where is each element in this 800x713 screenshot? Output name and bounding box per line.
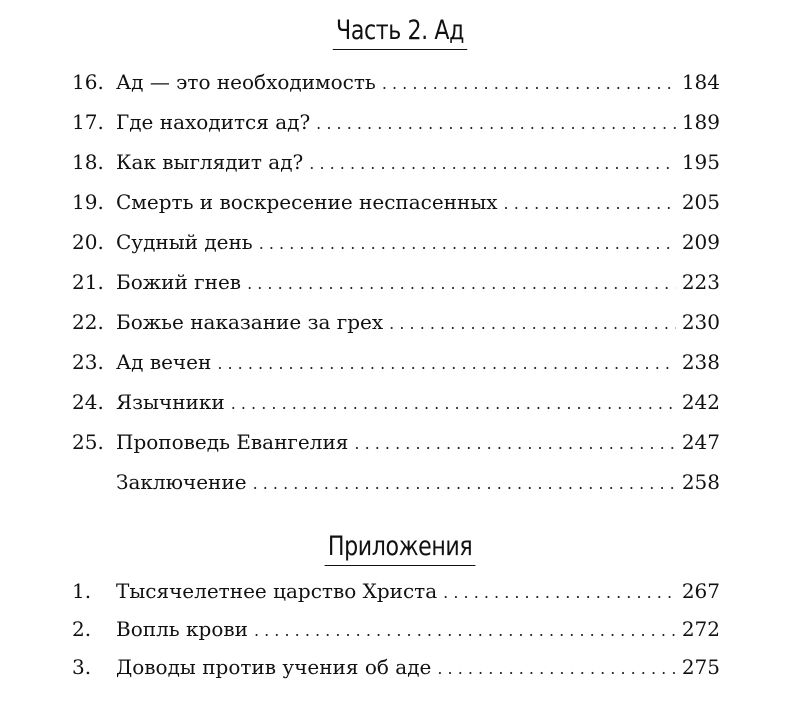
- entry-page: 242: [681, 390, 720, 414]
- entry-title: Где находится ад?: [116, 110, 311, 134]
- dot-leader: [389, 304, 676, 344]
- entry-page: 205: [681, 190, 720, 214]
- toc-entry[interactable]: [72, 102, 720, 142]
- entry-title: Проповедь Евангелия: [116, 430, 349, 454]
- toc-entry[interactable]: [72, 142, 720, 182]
- entry-number: 19.: [72, 190, 104, 214]
- dot-leader: [316, 104, 676, 144]
- toc-entry[interactable]: [72, 262, 720, 302]
- entry-number: 21.: [72, 270, 104, 294]
- appendix-heading: [0, 530, 800, 566]
- toc-entry[interactable]: [72, 382, 720, 422]
- toc-entry[interactable]: [72, 572, 720, 610]
- entry-number: 17.: [72, 110, 104, 134]
- entry-title: Ад — это необходимость: [116, 70, 376, 94]
- entry-title: Судный день: [116, 230, 253, 254]
- dot-leader: [253, 464, 676, 504]
- dot-leader: [504, 184, 676, 224]
- appendix-contents-list: [72, 572, 720, 686]
- entry-page: 275: [681, 655, 720, 679]
- entry-title: Божье наказание за грех: [116, 310, 384, 334]
- entry-page: 189: [681, 110, 720, 134]
- entry-page: 238: [681, 350, 720, 374]
- entry-number: 25.: [72, 430, 104, 454]
- toc-entry[interactable]: [72, 222, 720, 262]
- toc-entry[interactable]: [72, 610, 720, 648]
- entry-page: 247: [681, 430, 720, 454]
- entry-number: 1.: [72, 579, 92, 603]
- entry-title: Тысячелетнее царство Христа: [116, 579, 438, 603]
- entry-title: Язычники: [116, 390, 225, 414]
- dot-leader: [354, 424, 675, 464]
- dot-leader: [443, 574, 676, 612]
- dot-leader: [309, 144, 676, 184]
- part-2-heading-text: Часть 2. Ад: [333, 14, 468, 50]
- toc-entry[interactable]: [72, 648, 720, 686]
- entry-page: 258: [681, 470, 720, 494]
- toc-entry[interactable]: [72, 462, 720, 502]
- dot-leader: [382, 64, 676, 104]
- entry-number: 16.: [72, 70, 104, 94]
- entry-number: 18.: [72, 150, 104, 174]
- part-2-heading: [0, 14, 800, 50]
- entry-number: 24.: [72, 390, 104, 414]
- entry-page: 195: [681, 150, 720, 174]
- toc-entry[interactable]: [72, 422, 720, 462]
- entry-number: 2.: [72, 617, 92, 641]
- entry-page: 209: [681, 230, 720, 254]
- entry-title: Смерть и воскресение неспасенных: [116, 190, 498, 214]
- dot-leader: [254, 612, 676, 650]
- entry-page: 267: [681, 579, 720, 603]
- dot-leader: [231, 384, 676, 424]
- dot-leader: [217, 344, 676, 384]
- toc-entry[interactable]: [72, 342, 720, 382]
- dot-leader: [259, 224, 676, 264]
- entry-title: Вопль крови: [116, 617, 248, 641]
- toc-entry[interactable]: [72, 302, 720, 342]
- entry-title: Ад вечен: [116, 350, 212, 374]
- entry-number: 22.: [72, 310, 104, 334]
- entry-number: 20.: [72, 230, 104, 254]
- entry-page: 184: [681, 70, 720, 94]
- entry-title: Доводы против учения об аде: [116, 655, 432, 679]
- entry-page: 223: [681, 270, 720, 294]
- entry-title: Божий гнев: [116, 270, 242, 294]
- toc-entry[interactable]: [72, 62, 720, 102]
- entry-page: 272: [681, 617, 720, 641]
- entry-page: 230: [681, 310, 720, 334]
- entry-title: Заключение: [116, 470, 247, 494]
- toc-entry[interactable]: [72, 182, 720, 222]
- part-2-contents-list: [72, 62, 720, 502]
- entry-number: 23.: [72, 350, 104, 374]
- dot-leader: [437, 650, 675, 688]
- appendix-heading-text: Приложения: [324, 530, 475, 566]
- entry-number: 3.: [72, 655, 92, 679]
- entry-title: Как выглядит ад?: [116, 150, 304, 174]
- dot-leader: [247, 264, 676, 304]
